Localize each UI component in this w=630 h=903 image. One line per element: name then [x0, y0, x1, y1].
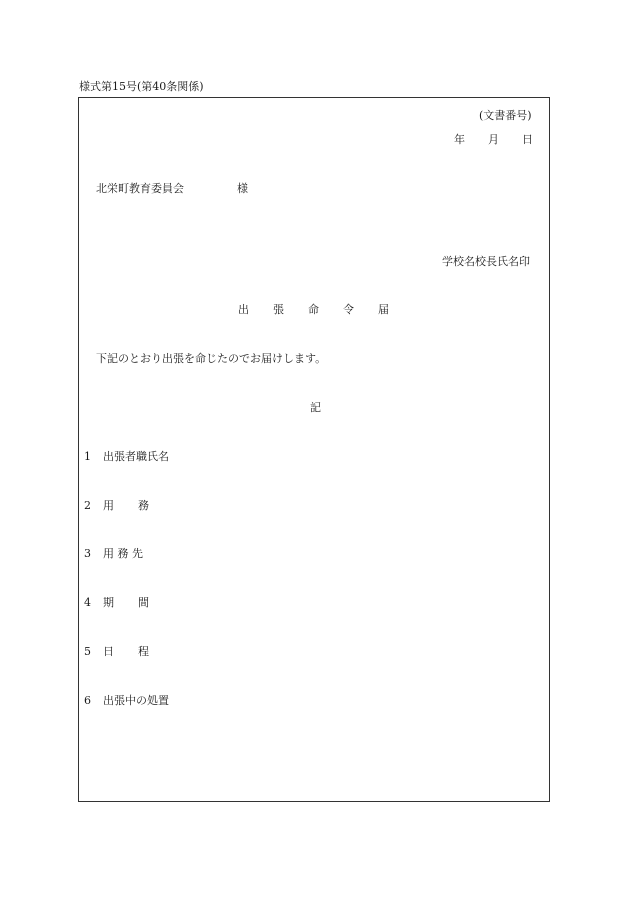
- item-number: 1: [84, 450, 91, 463]
- document-number: (文書番号): [479, 109, 532, 122]
- item-label-b: 務: [138, 499, 149, 512]
- item-period: [84, 597, 149, 608]
- item-label-b: 間: [138, 596, 149, 609]
- date-line: [454, 134, 533, 145]
- date-day: 日: [522, 133, 533, 146]
- item-label: 出張者職氏名: [103, 450, 169, 463]
- item-arrangement: [84, 695, 169, 706]
- item-label-a: 用: [103, 499, 114, 512]
- body-text: 下記のとおり出張を命じたのでお届けします。: [96, 352, 327, 365]
- form-number-label: 様式第15号(第40条関係): [79, 80, 204, 93]
- item-label: 出張中の処置: [103, 694, 169, 707]
- item-label: 用 務 先: [103, 547, 143, 560]
- date-year: 年: [454, 133, 465, 146]
- item-traveler: [84, 451, 169, 462]
- addressee-name: 北栄町教育委員会: [96, 182, 184, 195]
- item-number: 3: [84, 547, 91, 560]
- sender-signature: 学校名校長氏名印: [442, 255, 530, 268]
- item-number: 5: [84, 645, 91, 658]
- document-title: [238, 304, 413, 315]
- item-label-b: 程: [138, 645, 149, 658]
- ki-heading: 記: [310, 401, 321, 414]
- item-business: [84, 500, 149, 511]
- title-char: 命: [308, 303, 319, 316]
- item-schedule: [84, 646, 149, 657]
- title-char: 令: [343, 303, 354, 316]
- item-number: 2: [84, 499, 91, 512]
- title-char: 出: [238, 303, 249, 316]
- item-label-a: 日: [103, 645, 114, 658]
- item-number: 6: [84, 694, 91, 707]
- item-label-a: 期: [103, 596, 114, 609]
- title-char: 届: [378, 303, 389, 316]
- title-char: 張: [273, 303, 284, 316]
- item-number: 4: [84, 596, 91, 609]
- addressee-honorific: 様: [237, 182, 248, 195]
- item-destination: [84, 548, 143, 559]
- date-month: 月: [488, 133, 499, 146]
